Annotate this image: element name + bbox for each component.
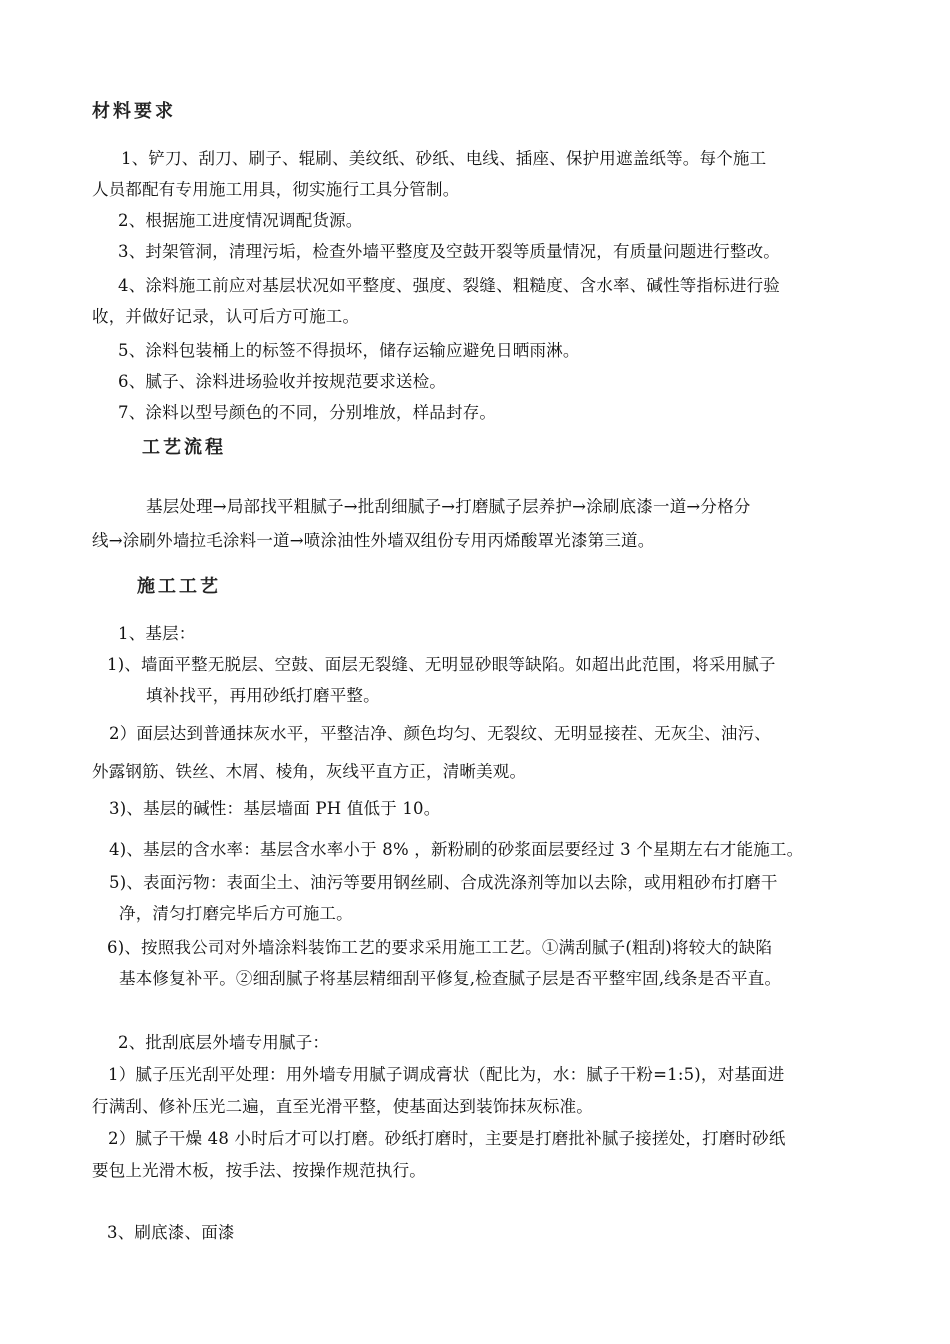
materials-line-5: 4、涂料施工前应对基层状况如平整度、强度、裂缝、粗糙度、含水率、碱性等指标进行验 (118, 276, 780, 295)
heading-construction: 施工工艺 (137, 576, 221, 597)
construction-line-9: 净，清匀打磨完毕后方可施工。 (119, 904, 353, 923)
construction-line-12: 2、批刮底层外墙专用腻子： (118, 1033, 330, 1052)
materials-line-1: 1、铲刀、刮刀、刷子、辊刷、美纹纸、砂纸、电线、插座、保护用遮盖纸等。每个施工 (121, 149, 767, 168)
materials-line-8: 6、腻子、涂料进场验收并按规范要求送检。 (118, 372, 446, 391)
construction-line-3: 填补找平，再用砂纸打磨平整。 (146, 686, 380, 705)
process-line-1: 基层处理→局部找平粗腻子→批刮细腻子→打磨腻子层养护→涂刷底漆一道→分格分 (146, 497, 751, 516)
construction-line-4: 2）面层达到普通抹灰水平，平整洁净、颜色均匀、无裂纹、无明显接茬、无灰尘、油污、 (109, 724, 771, 743)
construction-line-17: 3、刷底漆、面漆 (107, 1223, 235, 1242)
heading-process: 工艺流程 (142, 437, 226, 458)
construction-line-16: 要包上光滑木板，按手法、按操作规范执行。 (92, 1161, 426, 1180)
materials-line-3: 2、根据施工进度情况调配货源。 (118, 211, 363, 230)
materials-line-4: 3、封架管洞，清理污垢，检查外墙平整度及空鼓开裂等质量情况，有质量问题进行整改。 (118, 242, 780, 261)
construction-line-11: 基本修复补平。②细刮腻子将基层精细刮平修复,检查腻子层是否平整牢固,线条是否平直。 (119, 969, 782, 988)
construction-line-2: 1)、墙面平整无脱层、空鼓、面层无裂缝、无明显砂眼等缺陷。如超出此范围，将采用腻子 (107, 655, 776, 674)
construction-line-6: 3)、基层的碱性：基层墙面 PH 值低于 10。 (109, 799, 441, 818)
construction-line-1: 1、基层： (118, 624, 196, 643)
materials-line-7: 5、涂料包装桶上的标签不得损坏，储存运输应避免日晒雨淋。 (118, 341, 580, 360)
construction-line-15: 2）腻子干燥 48 小时后才可以打磨。砂纸打磨时，主要是打磨批补腻子接搓处，打磨时砂纸 (108, 1129, 786, 1148)
process-line-2: 线→涂刷外墙拉毛涂料一道→喷涂油性外墙双组份专用丙烯酸罩光漆第三道。 (92, 531, 655, 550)
construction-line-14: 行满刮、修补压光二遍，直至光滑平整，使基面达到装饰抹灰标准。 (92, 1097, 593, 1116)
materials-line-2: 人员都配有专用施工用具，彻实施行工具分管制。 (92, 180, 460, 199)
materials-line-6: 收，并做好记录，认可后方可施工。 (92, 307, 360, 326)
construction-line-13: 1）腻子压光刮平处理：用外墙专用腻子调成膏状（配比为，水：腻子干粉=1:5)，对基面进 (108, 1065, 785, 1084)
materials-line-9: 7、涂料以型号颜色的不同，分别堆放，样品封存。 (118, 403, 497, 422)
construction-line-5: 外露钢筋、铁丝、木屑、棱角，灰线平直方正，清晰美观。 (92, 762, 527, 781)
construction-line-8: 5)、表面污物：表面尘土、油污等要用钢丝刷、合成洗涤剂等加以去除，或用粗砂布打磨干 (109, 873, 778, 892)
construction-line-7: 4)、基层的含水率：基层含水率小于 8% ，新粉刷的砂浆面层要经过 3 个星期左右才能施工。 (109, 840, 804, 859)
heading-materials: 材料要求 (92, 101, 176, 122)
construction-line-10: 6)、按照我公司对外墙涂料装饰工艺的要求采用施工工艺。①满刮腻子(粗刮)将较大的缺陷 (107, 938, 773, 957)
